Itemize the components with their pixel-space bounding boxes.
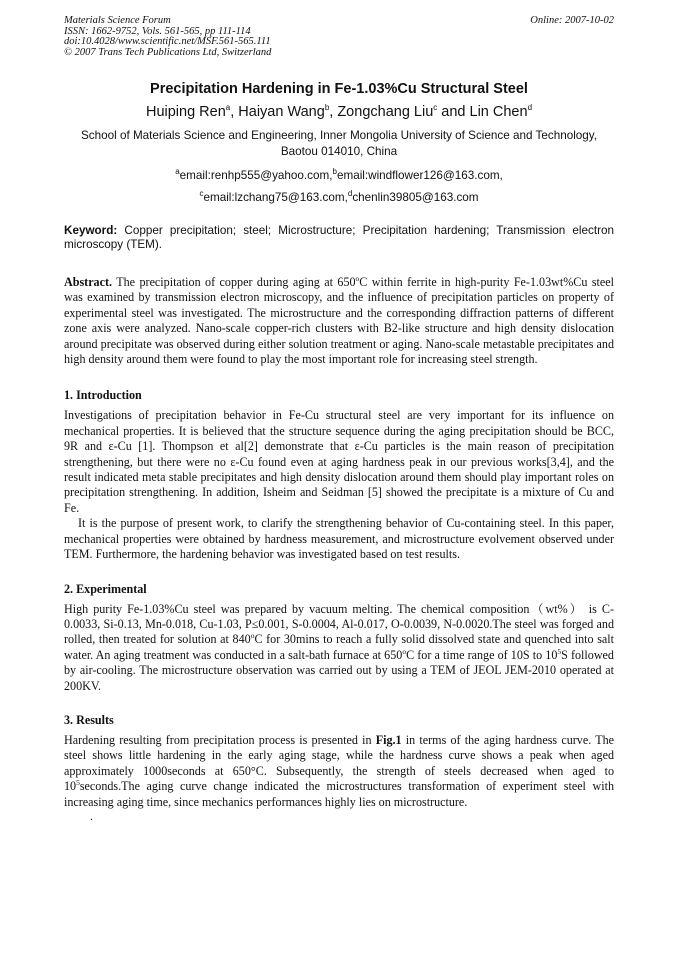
- paragraph: [64, 602, 614, 694]
- journal-name: Materials Science Forum: [64, 15, 171, 26]
- degree-mark: o: [355, 273, 360, 283]
- online-date: Online: 2007-10-02: [530, 15, 614, 26]
- author-name: Lin Chen: [469, 104, 528, 120]
- exponent: 5: [76, 778, 80, 788]
- paragraph-text: seconds.The aging curve change indicated the microstructures transformation of experiment steel with increasing aging time, since mechanics performances highly lies on microstructure.: [64, 779, 614, 809]
- paper-title: Precipitation Hardening in Fe-1.03%Cu Structural Steel: [150, 81, 528, 97]
- affiliation: [64, 128, 614, 160]
- author-name: Huiping Ren: [145, 104, 226, 120]
- author-affil-mark: b: [324, 103, 330, 113]
- email-mark: d: [347, 189, 353, 199]
- author-separator: and: [437, 104, 470, 120]
- paragraph-text: High purity Fe-1.03%Cu steel was prepared by vacuum melting. The chemical composition（wt%） is C-0.0033, Si-0.13, Mn-0.018, Cu-1.03, P≤0.001, S-0.0004, Al-0.017, O-0.0039, N-0.0020.The steel was forged and rolled, then treated for solution at 840: [64, 601, 614, 647]
- author-separator: ,: [230, 104, 239, 120]
- author-affil-mark: a: [225, 103, 231, 113]
- figure-reference[interactable]: Fig.1: [375, 732, 402, 747]
- section-heading-introduction: 1. Introduction: [64, 388, 142, 403]
- paragraph: Investigations of precipitation behavior in Fe-Cu structural steel are very important for its influence on mechanical properties. It is believed that the structure sequence during the aging precipitation should be BCC, 9R and ε-Cu [1]. Thompson et al[2] demonstrate that ε-Cu particles is the main reason of precipitation strengthening, but there were no ε-Cu found even at aging hardness peak in our previous works[3,4], and the result indicated meta stable precipitates and high density dislocation around them should play important roles on precipitation strengthening. In addition, Isheim and Seidman [5] showed the precipitate is a mixture of Cu and Fe.: [64, 408, 614, 515]
- abstract-text: C within ferrite in high-purity Fe-1.03wt%Cu steel was examined by transmission electron microscopy, and the influence of precipitation particles on property of experimental steel was investigated. The microstructure and the corresponding diffraction patterns of different zone axis were analyzed. Nano-scale copper-rich clusters with B2-like structure and high density dislocation around precipitate was observed during either solution treatment or aging. Nano-scale metastable precipitates and high density around them were found to play the most important role for increasing steel strength.: [64, 275, 614, 367]
- email-mark: a: [175, 167, 180, 177]
- copyright: © 2007 Trans Tech Publications Ltd, Switzerland: [64, 46, 272, 58]
- keywords: [64, 224, 614, 252]
- paragraph-text: Hardening resulting from precipitation process is presented in: [64, 732, 376, 747]
- section-heading-results: 3. Results: [64, 712, 114, 727]
- email-address[interactable]: email:lzchang75@163.com,: [203, 191, 348, 204]
- exponent: 5: [557, 646, 562, 656]
- section-heading-experimental: 2. Experimental: [64, 581, 147, 596]
- abstract: [64, 275, 614, 367]
- author-separator: ,: [329, 104, 338, 120]
- issn: ISSN: 1662-9752, Vols. 561-565, pp 111-114: [64, 25, 251, 37]
- author-affil-mark: d: [527, 103, 533, 113]
- keywords-text: Copper precipitation; steel; Microstructure; Precipitation hardening; Transmission electron microscopy (TEM).: [64, 224, 614, 251]
- email-address[interactable]: chenlin39805@163.com: [352, 191, 479, 204]
- paragraph-text: in terms of the aging hardness curve. The steel shows little hardening in the early aging stage, while the hardness curve shows a peak when aged approximately 1000seconds at 650°C. Subsequently, the strength of steels decreased when aged to 10: [64, 732, 614, 794]
- author-name: Zongchang Liu: [337, 104, 434, 120]
- doi-link[interactable]: doi:10.4028/www.scientific.net/MSF.561-565.111: [64, 36, 271, 47]
- email-mark: c: [199, 189, 204, 199]
- author-affil-mark: c: [433, 103, 438, 113]
- email-mark: b: [332, 167, 337, 177]
- keywords-label: Keyword:: [64, 224, 118, 237]
- author-list: [64, 102, 614, 122]
- email-address[interactable]: email:windflower126@163.com,: [336, 169, 503, 182]
- abstract-text: The precipitation of copper during aging at 650: [112, 275, 356, 289]
- paragraph-text: C for 30mins to reach a fully solid dissolved state and quenched into salt water. An aging treatment was conducted in a salt-bath furnace at 650: [64, 632, 614, 662]
- abstract-label: Abstract.: [64, 275, 113, 289]
- author-name: Haiyan Wang: [238, 104, 325, 120]
- paragraph: It is the purpose of present work, to clarify the strengthening behavior of Cu-containing steel. In this paper, mechanical properties were obtained by hardness measurement, and microstructure evolvement observed under TEM. Furthermore, the hardening behavior was investigated based on test results.: [64, 516, 614, 562]
- paragraph-text: C for a time range of 10S to 10: [406, 647, 558, 662]
- email-address[interactable]: email:renhp555@yahoo.com,: [179, 169, 333, 182]
- journal-header: [64, 16, 614, 58]
- email-line: [64, 168, 614, 184]
- stray-dot: .: [90, 808, 93, 823]
- affiliation-line: Baotou 014010, China: [280, 145, 398, 158]
- page-content: [64, 16, 614, 822]
- email-line: [64, 190, 614, 206]
- paragraph-text: S followed by air-cooling. The microstructure observation was carried out by using a TEM of JEOL JEM-2010 operated at 200KV.: [64, 647, 614, 693]
- paragraph: [64, 733, 614, 810]
- affiliation-line: School of Materials Science and Engineering, Inner Mongolia University of Science and Technology,: [80, 129, 598, 142]
- degree-mark: o: [250, 631, 255, 641]
- degree-mark: o: [402, 646, 407, 656]
